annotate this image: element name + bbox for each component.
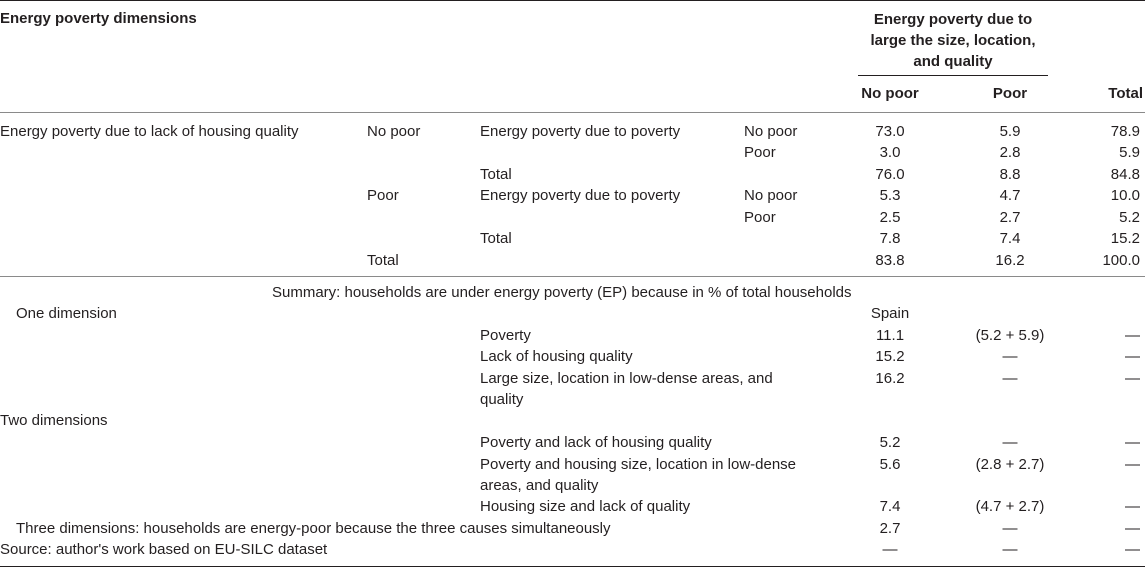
row-poverty-label: Total xyxy=(480,166,512,183)
header-poor: Poor xyxy=(992,85,1028,102)
three-dimensions-label: Three dimensions: households are energy-poor because the three causes simultaneously xyxy=(16,520,611,537)
summary-total: — xyxy=(1125,370,1140,387)
summary-label: Poverty and lack of housing quality xyxy=(480,434,712,451)
one-dimension-label: One dimension xyxy=(16,305,117,322)
header-dimensions: Energy poverty dimensions xyxy=(0,10,197,27)
source-note: Source: author's work based on EU-SILC dataset xyxy=(0,541,328,558)
summary-total: — xyxy=(1125,434,1140,451)
row-poverty-status: No poor xyxy=(744,187,798,204)
cell-poor: 8.8 xyxy=(999,166,1021,183)
summary-label-cont: areas, and quality xyxy=(480,477,599,494)
cell-total: 84.8 xyxy=(1110,166,1140,183)
row-poverty-label: Energy poverty due to poverty xyxy=(480,123,681,140)
header-no-poor: No poor xyxy=(861,85,919,102)
cell-no-poor: 73.0 xyxy=(875,123,905,140)
header-group-line3: and quality xyxy=(913,53,993,70)
summary-breakdown: (2.8 + 2.7) xyxy=(975,456,1045,473)
summary-breakdown: — xyxy=(1002,348,1018,365)
header-group-line2: large the size, location, xyxy=(870,32,1036,49)
summary-title: Summary: households are under energy poverty (EP) because in % of total households xyxy=(272,284,852,301)
summary-total: — xyxy=(1125,541,1140,558)
summary-label: Poverty xyxy=(480,327,531,344)
summary-label: Large size, location in low-dense areas, and xyxy=(480,370,773,387)
section-rule xyxy=(0,276,1145,277)
header-group-line1: Energy poverty due to xyxy=(873,11,1033,28)
row-quality-status: Poor xyxy=(367,187,399,204)
cell-no-poor: 2.5 xyxy=(879,209,901,226)
header-rule xyxy=(0,112,1145,113)
row-poverty-label: Energy poverty due to poverty xyxy=(480,187,681,204)
cell-total: 15.2 xyxy=(1110,230,1140,247)
cell-no-poor: 7.8 xyxy=(879,230,901,247)
summary-breakdown: — xyxy=(1002,520,1018,537)
cell-no-poor: 5.3 xyxy=(879,187,901,204)
cell-total: 10.0 xyxy=(1110,187,1140,204)
row-poverty-status: Poor xyxy=(744,144,776,161)
summary-value: 16.2 xyxy=(875,370,905,387)
summary-value: 2.7 xyxy=(879,520,901,537)
cell-poor: 2.8 xyxy=(999,144,1021,161)
row-dimension-label: Energy poverty due to lack of housing quality xyxy=(0,123,299,140)
group-underline xyxy=(858,75,1048,76)
cell-total: 5.2 xyxy=(1119,209,1140,226)
bottom-rule xyxy=(0,566,1145,567)
summary-label: Lack of housing quality xyxy=(480,348,633,365)
cell-no-poor: 3.0 xyxy=(879,144,901,161)
summary-value: — xyxy=(882,541,898,558)
row-poverty-status: No poor xyxy=(744,123,798,140)
summary-breakdown: — xyxy=(1002,541,1018,558)
top-rule xyxy=(0,0,1145,1)
summary-value: 11.1 xyxy=(875,327,905,344)
cell-poor: 7.4 xyxy=(999,230,1021,247)
header-total: Total xyxy=(1108,85,1143,102)
cell-no-poor: 83.8 xyxy=(875,252,905,269)
summary-value: 15.2 xyxy=(875,348,905,365)
summary-total: — xyxy=(1125,327,1140,344)
summary-total: — xyxy=(1125,348,1140,365)
cell-poor: 16.2 xyxy=(995,252,1025,269)
two-dimensions-label: Two dimensions xyxy=(0,412,108,429)
row-poverty-label: Total xyxy=(480,230,512,247)
cell-poor: 5.9 xyxy=(999,123,1021,140)
cell-total: 78.9 xyxy=(1110,123,1140,140)
cell-poor: 4.7 xyxy=(999,187,1021,204)
summary-breakdown: — xyxy=(1002,370,1018,387)
cell-total: 5.9 xyxy=(1119,144,1140,161)
summary-total: — xyxy=(1125,520,1140,537)
summary-label: Poverty and housing size, location in low-dense xyxy=(480,456,797,473)
cell-total: 100.0 xyxy=(1102,252,1140,269)
summary-value: 5.2 xyxy=(879,434,901,451)
cell-poor: 2.7 xyxy=(999,209,1021,226)
summary-total: — xyxy=(1125,498,1140,515)
summary-breakdown: — xyxy=(1002,434,1018,451)
summary-label-cont: quality xyxy=(480,391,524,408)
summary-breakdown: (5.2 + 5.9) xyxy=(975,327,1045,344)
summary-label: Housing size and lack of quality xyxy=(480,498,691,515)
row-quality-status: No poor xyxy=(367,123,421,140)
row-quality-status: Total xyxy=(367,252,399,269)
summary-value: 5.6 xyxy=(879,456,901,473)
spain-label: Spain xyxy=(870,305,910,322)
summary-breakdown: (4.7 + 2.7) xyxy=(975,498,1045,515)
cell-no-poor: 76.0 xyxy=(875,166,905,183)
summary-value: 7.4 xyxy=(879,498,901,515)
row-poverty-status: Poor xyxy=(744,209,776,226)
summary-total: — xyxy=(1125,456,1140,473)
